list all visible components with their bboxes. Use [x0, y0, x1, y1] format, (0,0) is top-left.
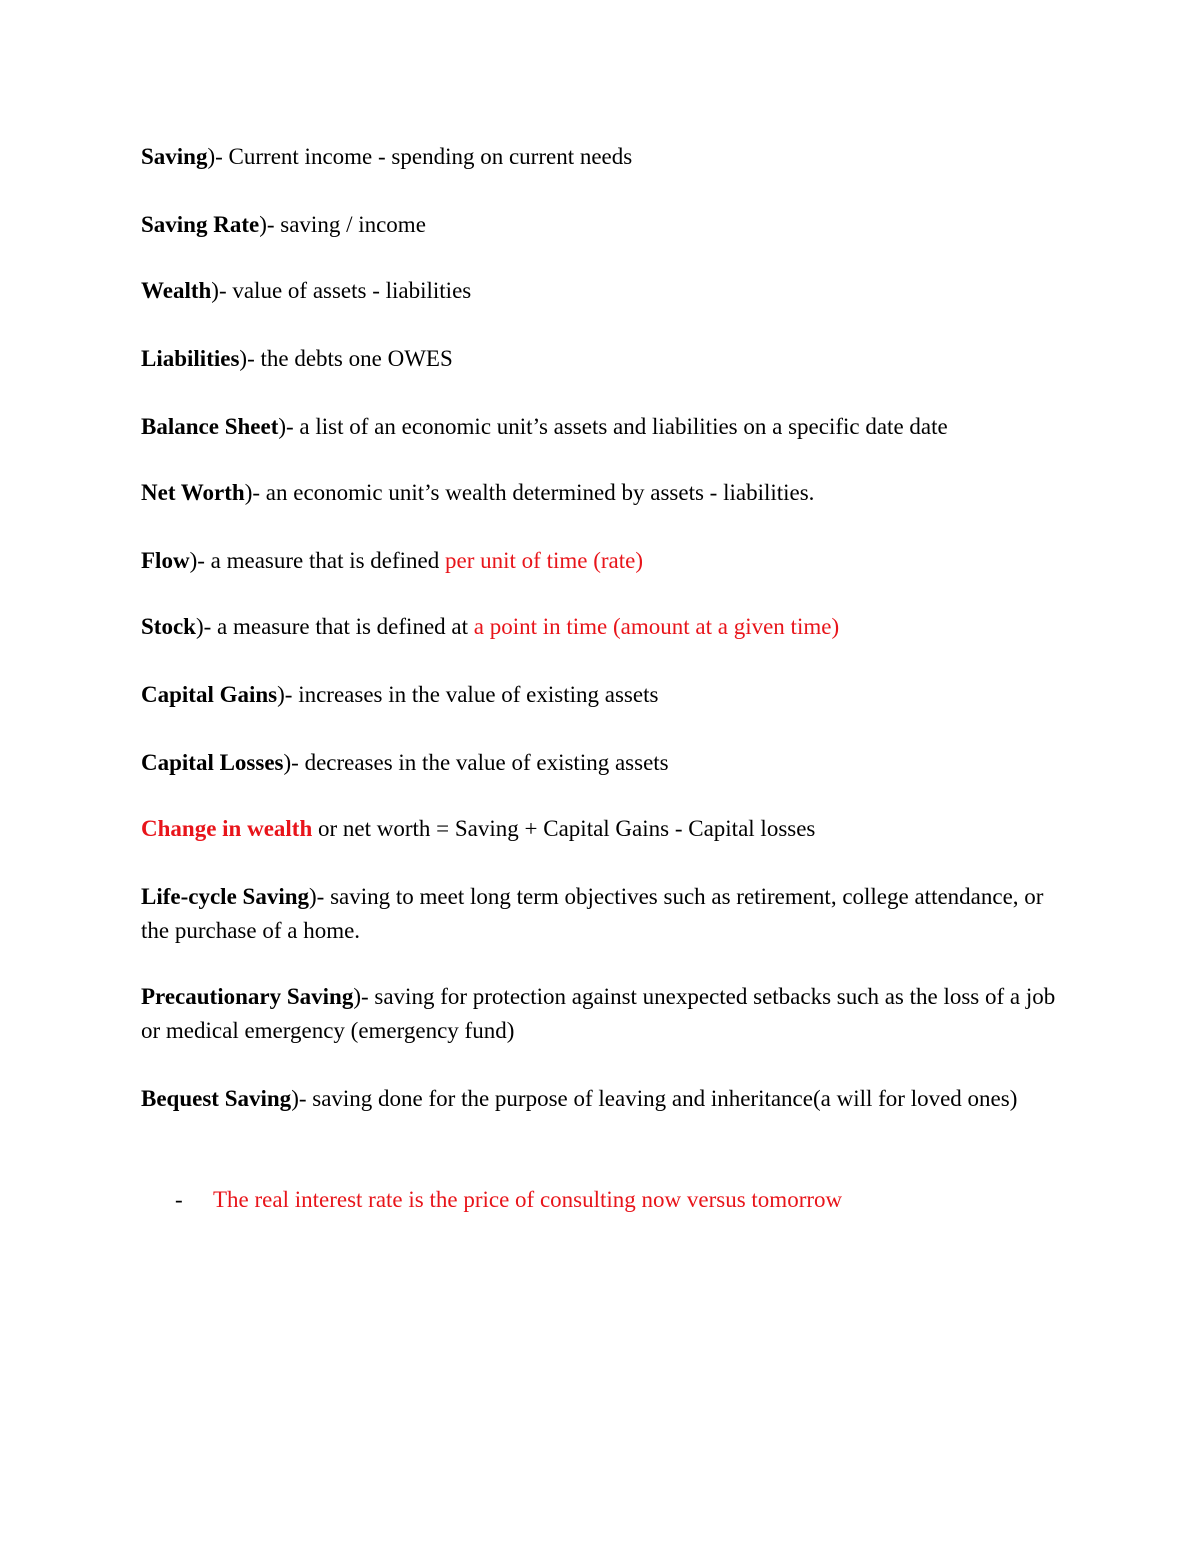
highlight-text: a point in time (amount at a given time): [473, 614, 840, 639]
term: Bequest Saving: [141, 1086, 292, 1111]
definition-text: )- a measure that is defined at: [195, 614, 474, 639]
definition-text: or net worth = Saving + Capital Gains - Capital losses: [312, 816, 816, 841]
definition-liabilities: [141, 342, 1071, 376]
highlight-text: per unit of time (rate): [445, 548, 643, 573]
definition-text: )- increases in the value of existing assets: [277, 682, 659, 707]
term: Saving: [141, 144, 208, 169]
definition-text: )- a list of an economic unit’s assets and liabilities on a specific date date: [278, 414, 948, 439]
term: Liabilities: [141, 346, 240, 371]
definition-text: )- saving done for the purpose of leaving and inheritance(a will for loved ones): [291, 1086, 1018, 1111]
definition-saving: [141, 140, 1071, 174]
term: Precautionary Saving: [141, 984, 354, 1009]
definition-text: )- saving / income: [259, 212, 426, 237]
definition-text: )- saving for protection against unexpected setbacks such as the loss of a job or medical emergency (emergency fund): [141, 984, 1056, 1043]
definition-precautionary-saving: [141, 980, 1071, 1048]
definition-wealth: [141, 274, 1071, 308]
term: Wealth: [141, 278, 212, 303]
definition-bequest-saving: [141, 1082, 1071, 1116]
definition-life-cycle-saving: [141, 880, 1071, 948]
definition-net-worth: [141, 476, 1071, 510]
definition-capital-losses: [141, 746, 1071, 780]
term: Life-cycle Saving: [141, 884, 309, 909]
definition-capital-gains: [141, 678, 1071, 712]
term: Saving Rate: [141, 212, 260, 237]
definition-text: )- decreases in the value of existing assets: [283, 750, 669, 775]
bullet-text: The real interest rate is the price of consulting now versus tomorrow: [213, 1187, 843, 1212]
definition-change-in-wealth: [141, 812, 1071, 846]
term: Balance Sheet: [141, 414, 279, 439]
definition-stock: [141, 610, 1071, 644]
term: Capital Gains: [141, 682, 278, 707]
term: Stock: [141, 614, 196, 639]
definition-text: )- an economic unit’s wealth determined by assets - liabilities.: [244, 480, 815, 505]
bullet-marker: -: [175, 1187, 183, 1212]
definition-text: )- saving to meet long term objectives such as retirement, college attendance, or the purchase of a home.: [141, 884, 1044, 943]
definition-saving-rate: [141, 208, 1071, 242]
term: Capital Losses: [141, 750, 284, 775]
term: Net Worth: [141, 480, 245, 505]
definition-text: )- Current income - spending on current needs: [207, 144, 633, 169]
definition-text: )- a measure that is defined: [189, 548, 446, 573]
definition-text: )- value of assets - liabilities: [211, 278, 472, 303]
definition-text: )- the debts one OWES: [239, 346, 453, 371]
definition-balance-sheet: [141, 410, 1071, 444]
definition-flow: [141, 544, 1071, 578]
highlight-term: Change in wealth: [141, 816, 313, 841]
term: Flow: [141, 548, 190, 573]
